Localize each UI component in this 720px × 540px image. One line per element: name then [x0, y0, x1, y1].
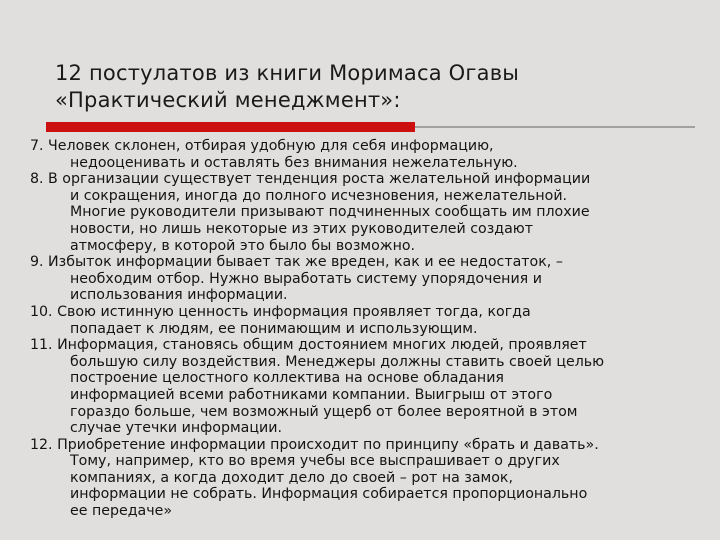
postulate-line: информации не собрать. Информация собирается пропорционально [70, 486, 588, 503]
postulate-line: недооценивать и оставлять без внимания нежелательную. [70, 154, 518, 171]
postulate-line: необходим отбор. Нужно выработать систему упорядочения и [70, 270, 542, 287]
postulate-line: попадает к людям, ее понимающим и использующим. [70, 320, 478, 337]
title-underline-red [46, 122, 415, 132]
postulate-7 [30, 138, 710, 171]
title-line-1: 12 постулатов из книги Моримаса Огавы [55, 61, 520, 85]
postulate-line: Тому, например, кто во время учебы все выспрашивает о других [70, 453, 560, 470]
postulate-9 [30, 254, 710, 304]
postulate-8 [30, 171, 710, 254]
postulates-list [30, 138, 710, 520]
postulate-line: 11. Информация, становясь общим достоянием многих людей, проявляет [30, 337, 587, 354]
title-underline-gray [415, 126, 695, 128]
postulate-line: случае утечки информации. [70, 420, 282, 437]
postulate-line: 12. Приобретение информации происходит по принципу «брать и давать». [30, 436, 599, 453]
postulate-line: 10. Свою истинную ценность информация проявляет тогда, когда [30, 303, 531, 320]
title-line-2: «Практический менеджмент»: [55, 88, 401, 112]
postulate-line: построение целостного коллектива на основе обладания [70, 370, 504, 387]
postulate-line: гораздо больше, чем возможный ущерб от более вероятной в этом [70, 403, 578, 420]
postulate-line: новости, но лишь некоторые из этих руководителей создают [70, 220, 533, 237]
postulate-line: и сокращения, иногда до полного исчезновения, нежелательной. [70, 187, 568, 204]
postulate-line: 7. Человек склонен, отбирая удобную для себя информацию, [30, 138, 494, 154]
postulate-12 [30, 437, 710, 520]
postulate-line: использования информации. [70, 287, 288, 304]
postulate-11 [30, 337, 710, 437]
slide-title [55, 60, 695, 114]
postulate-line: компаниях, а когда доходит дело до своей – рот на замок, [70, 469, 513, 486]
postulate-line: 9. Избыток информации бывает так же вреден, как и ее недостаток, – [30, 254, 563, 271]
postulate-10 [30, 304, 710, 337]
postulate-line: ее передаче» [70, 503, 173, 520]
postulate-line: 8. В организации существует тенденция роста желательной информации [30, 171, 591, 188]
postulate-line: большую силу воздействия. Менеджеры должны ставить своей целью [70, 353, 605, 370]
postulate-line: Многие руководители призывают подчиненных сообщать им плохие [70, 204, 590, 221]
postulate-line: информацией всеми работниками компании. Выигрыш от этого [70, 386, 553, 403]
postulate-line: атмосферу, в которой это было бы возможно. [70, 237, 416, 254]
